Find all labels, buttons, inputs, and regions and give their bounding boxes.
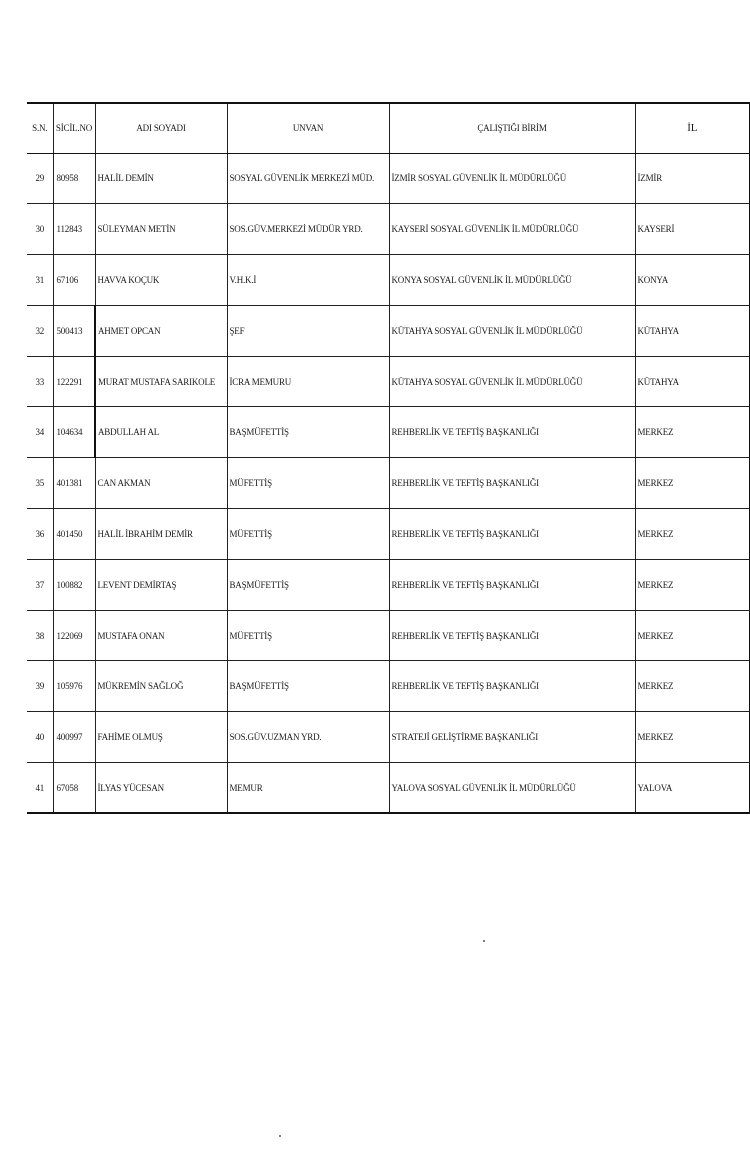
- header-sn: S.N.: [27, 103, 53, 153]
- cell-sicil: 67106: [53, 255, 95, 306]
- table-row: [27, 763, 750, 814]
- cell-sn: 29: [27, 153, 53, 204]
- cell-city: MERKEZ: [635, 458, 750, 509]
- cell-city: İZMİR: [635, 153, 750, 204]
- cell-city: KÜTAHYA: [635, 305, 750, 356]
- table-row: [27, 458, 750, 509]
- cell-sicil: 105976: [53, 661, 95, 712]
- cell-name: LEVENT DEMİRTAŞ: [95, 559, 227, 610]
- header-title: UNVAN: [227, 103, 389, 153]
- cell-sicil: 112843: [53, 204, 95, 255]
- personnel-table: [27, 102, 750, 814]
- cell-name: İLYAS YÜCESAN: [95, 763, 227, 814]
- cell-unit: REHBERLİK VE TEFTİŞ BAŞKANLIĞI: [389, 509, 635, 560]
- cell-sicil: 104634: [53, 407, 95, 458]
- cell-sn: 34: [27, 407, 53, 458]
- cell-title: ŞEF: [227, 305, 389, 356]
- cell-unit: YALOVA SOSYAL GÜVENLİK İL MÜDÜRLÜĞÜ: [389, 763, 635, 814]
- header-city: İL: [635, 103, 750, 153]
- cell-city: YALOVA: [635, 763, 750, 814]
- cell-name: HALİL DEMİN: [95, 153, 227, 204]
- cell-sicil: 500413: [53, 305, 95, 356]
- cell-city: MERKEZ: [635, 407, 750, 458]
- cell-city: MERKEZ: [635, 509, 750, 560]
- cell-city: KAYSERİ: [635, 204, 750, 255]
- cell-unit: KONYA SOSYAL GÜVENLİK İL MÜDÜRLÜĞÜ: [389, 255, 635, 306]
- cell-sicil: 122069: [53, 610, 95, 661]
- cell-title: İCRA MEMURU: [227, 356, 389, 407]
- cell-title: MEMUR: [227, 763, 389, 814]
- cell-unit: REHBERLİK VE TEFTİŞ BAŞKANLIĞI: [389, 559, 635, 610]
- table-row: [27, 610, 750, 661]
- cell-city: KÜTAHYA: [635, 356, 750, 407]
- cell-sn: 41: [27, 763, 53, 814]
- cell-sn: 36: [27, 509, 53, 560]
- cell-name: HAVVA KOÇUK: [95, 255, 227, 306]
- cell-sicil: 80958: [53, 153, 95, 204]
- cell-title: V.H.K.İ: [227, 255, 389, 306]
- cell-unit: REHBERLİK VE TEFTİŞ BAŞKANLIĞI: [389, 610, 635, 661]
- cell-sn: 32: [27, 305, 53, 356]
- cell-name: AHMET OPCAN: [95, 305, 227, 356]
- cell-unit: REHBERLİK VE TEFTİŞ BAŞKANLIĞI: [389, 661, 635, 712]
- scan-speck: [483, 940, 485, 942]
- cell-sicil: 122291: [53, 356, 95, 407]
- cell-name: HALİL İBRAHİM DEMİR: [95, 509, 227, 560]
- cell-sicil: 100882: [53, 559, 95, 610]
- cell-sicil: 400997: [53, 712, 95, 763]
- cell-title: BAŞMÜFETTİŞ: [227, 407, 389, 458]
- cell-sicil: 401381: [53, 458, 95, 509]
- cell-title: BAŞMÜFETTİŞ: [227, 661, 389, 712]
- cell-title: MÜFETTİŞ: [227, 458, 389, 509]
- cell-sn: 39: [27, 661, 53, 712]
- header-sicil: SİCİL.NO: [53, 103, 95, 153]
- cell-unit: KÜTAHYA SOSYAL GÜVENLİK İL MÜDÜRLÜĞÜ: [389, 356, 635, 407]
- cell-unit: KAYSERİ SOSYAL GÜVENLİK İL MÜDÜRLÜĞÜ: [389, 204, 635, 255]
- cell-city: MERKEZ: [635, 559, 750, 610]
- cell-name: MÜKREMİN SAĞLOĞ: [95, 661, 227, 712]
- table-row: [27, 407, 750, 458]
- cell-name: ABDULLAH AL: [95, 407, 227, 458]
- cell-title: MÜFETTİŞ: [227, 610, 389, 661]
- cell-unit: REHBERLİK VE TEFTİŞ BAŞKANLIĞI: [389, 407, 635, 458]
- table-row: [27, 509, 750, 560]
- cell-unit: İZMİR SOSYAL GÜVENLİK İL MÜDÜRLÜĞÜ: [389, 153, 635, 204]
- table-row: [27, 661, 750, 712]
- cell-city: KONYA: [635, 255, 750, 306]
- cell-name: MURAT MUSTAFA SARIKOLE: [95, 356, 227, 407]
- cell-title: MÜFETTİŞ: [227, 509, 389, 560]
- cell-sn: 38: [27, 610, 53, 661]
- cell-city: MERKEZ: [635, 661, 750, 712]
- cell-sicil: 401450: [53, 509, 95, 560]
- cell-sn: 31: [27, 255, 53, 306]
- table-row: [27, 712, 750, 763]
- cell-city: MERKEZ: [635, 712, 750, 763]
- cell-title: SOS.GÜV.UZMAN YRD.: [227, 712, 389, 763]
- cell-title: SOS.GÜV.MERKEZİ MÜDÜR YRD.: [227, 204, 389, 255]
- cell-title: SOSYAL GÜVENLİK MERKEZİ MÜD.: [227, 153, 389, 204]
- cell-city: MERKEZ: [635, 610, 750, 661]
- table-row: [27, 559, 750, 610]
- cell-sn: 40: [27, 712, 53, 763]
- scan-speck: [279, 1135, 281, 1137]
- header-unit: ÇALIŞTIĞI BİRİM: [389, 103, 635, 153]
- table-row: [27, 153, 750, 204]
- cell-unit: STRATEJİ GELİŞTİRME BAŞKANLIĞI: [389, 712, 635, 763]
- header-name: ADI SOYADI: [95, 103, 227, 153]
- cell-sn: 33: [27, 356, 53, 407]
- table-row: [27, 204, 750, 255]
- cell-name: FAHİME OLMUŞ: [95, 712, 227, 763]
- cell-sn: 37: [27, 559, 53, 610]
- cell-name: MUSTAFA ONAN: [95, 610, 227, 661]
- table-row: [27, 255, 750, 306]
- cell-sn: 30: [27, 204, 53, 255]
- header-row: [27, 103, 750, 153]
- cell-sn: 35: [27, 458, 53, 509]
- cell-sicil: 67058: [53, 763, 95, 814]
- cell-unit: KÜTAHYA SOSYAL GÜVENLİK İL MÜDÜRLÜĞÜ: [389, 305, 635, 356]
- table-row: [27, 356, 750, 407]
- cell-title: BAŞMÜFETTİŞ: [227, 559, 389, 610]
- cell-name: SÜLEYMAN METİN: [95, 204, 227, 255]
- cell-name: CAN AKMAN: [95, 458, 227, 509]
- table-row: [27, 305, 750, 356]
- cell-unit: REHBERLİK VE TEFTİŞ BAŞKANLIĞI: [389, 458, 635, 509]
